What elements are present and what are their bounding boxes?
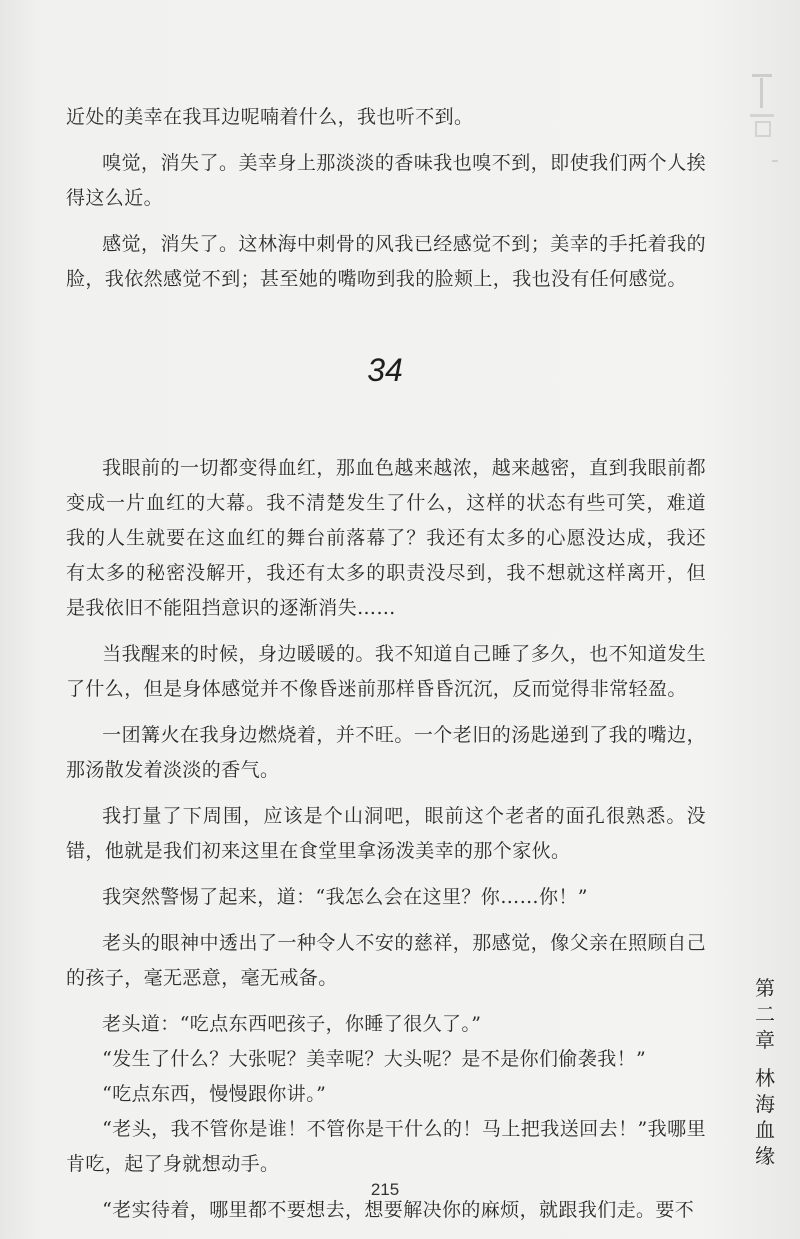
- page-number: 215: [370, 1180, 400, 1199]
- paragraph: 感觉，消失了。这林海中刺骨的风我已经感觉不到；美幸的手托着我的脸，我依然感觉不到；甚至她的嘴吻到我的脸颊上，我也没有任何感觉。: [66, 233, 706, 290]
- chapter-title: 林海血缘: [755, 1066, 775, 1168]
- chapter-number: 第二章: [755, 976, 775, 1052]
- paragraph: 老头的眼神中透出了一种令人不安的慈祥，那感觉，像父亲在照顾自己的孩子，毫无恶意，毫无戒备。: [66, 932, 706, 989]
- paragraph: 当我醒来的时候，身边暖暖的。我不知道自己睡了多久，也不知道发生了什么，但是身体感觉并不像昏迷前那样昏昏沉沉，反而觉得非常轻盈。: [66, 643, 706, 700]
- paragraph: “老头，我不管你是谁！不管你是干什么的！马上把我送回去！”我哪里肯吃，起了身就想动手。: [66, 1118, 706, 1175]
- paragraph: 我眼前的一切都变得血红，那血色越来越浓，越来越密，直到我眼前都变成一片血红的大幕。我不清楚发生了什么，这样的状态有些可笑，难道我的人生就要在这血红的舞台前落幕了？我还有太多的心愿没达成，我还有太多的秘密没解开，我还有太多的职责没尽到，我不想就这样离开，但是我依旧不能阻挡意识的逐渐消失……: [66, 457, 706, 619]
- paragraph: 我打量了下周围，应该是个山洞吧，眼前这个老者的面孔很熟悉。没错，他就是我们初来这里在食堂里拿汤泼美幸的那个家伙。: [66, 805, 706, 862]
- paragraph: 我突然警惕了起来，道：“我怎么会在这里？你……你！”: [102, 886, 588, 908]
- paragraph: 老头道：“吃点东西吧孩子，你睡了很久了。”: [102, 1013, 482, 1035]
- chapter-side-label: [752, 975, 778, 1169]
- main-text-block: [66, 451, 706, 1228]
- top-text-block: [66, 100, 706, 297]
- paragraph: “老实待着，哪里都不要想去，想要解决你的麻烦，就跟我们走。要不: [102, 1199, 695, 1221]
- paragraph: 一团篝火在我身边燃烧着，并不旺。一个老旧的汤匙递到了我的嘴边，那汤散发着淡淡的香气。: [66, 724, 706, 781]
- section-number: 34: [367, 352, 403, 388]
- paragraph: 近处的美幸在我耳边呢喃着什么，我也听不到。: [66, 106, 474, 128]
- bleed-through-glyph-icon: [746, 70, 780, 180]
- paragraph: “发生了什么？大张呢？美幸呢？大头呢？是不是你们偷袭我！”: [102, 1048, 647, 1070]
- bleed-through-mark: [746, 70, 780, 180]
- paragraph: 嗅觉，消失了。美幸身上那淡淡的香味我也嗅不到，即使我们两个人挨得这么近。: [66, 152, 706, 209]
- paragraph: “吃点东西，慢慢跟你讲。”: [102, 1083, 327, 1105]
